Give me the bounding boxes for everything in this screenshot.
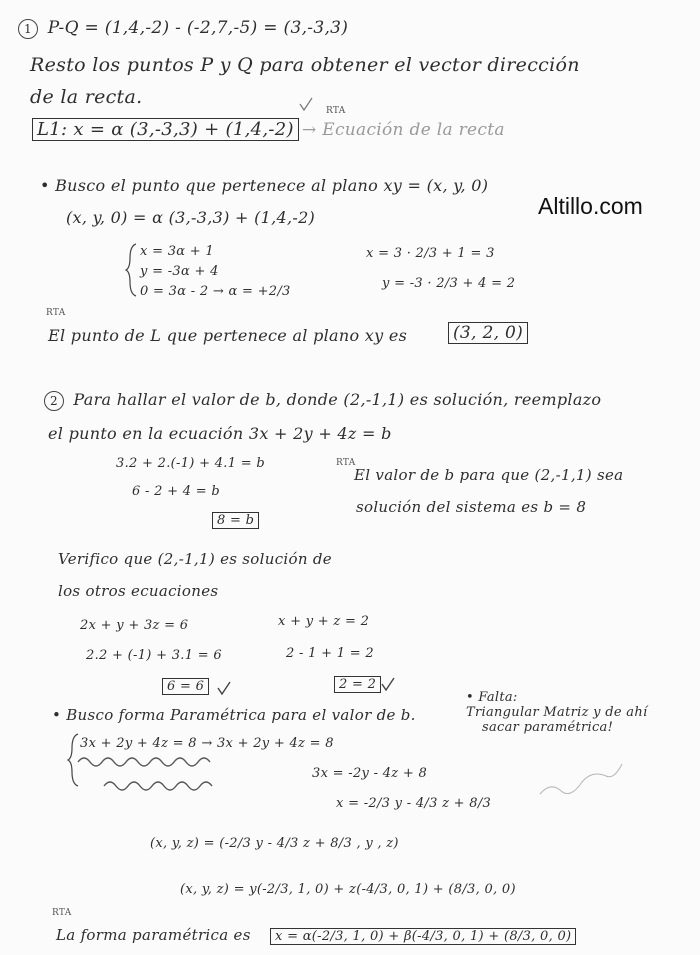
b-answer-text-1: El valor de b para que (2,-1,1) sea: [354, 466, 624, 484]
rta-label-1: RTA: [326, 106, 346, 116]
check-mark-2: [218, 682, 230, 694]
parametric-eq-5: (x, y, z) = y(-2/3, 1, 0) + z(-4/3, 0, 1) + (8/3, 0, 0): [180, 882, 516, 897]
margin-scribble: [540, 764, 622, 794]
check-mark-3: [382, 678, 394, 690]
equation-b: x + y + z = 2: [278, 614, 370, 629]
system-line-2: y = -3α + 4: [140, 264, 219, 279]
plane-text: • Busco el punto que pertenece al plano xy = (x, y, 0): [40, 176, 489, 195]
equation-a-result: 6 = 6: [162, 678, 209, 695]
parametric-brace: [68, 734, 78, 786]
vector-subtraction: P-Q = (1,4,-2) - (-2,7,-5) = (3,-3,3): [47, 18, 349, 38]
exercise-2-text-1: Para hallar el valor de b, donde (2,-1,1) es solución, reemplazo: [73, 390, 602, 409]
line-equation-note: → Ecuación de la recta: [302, 120, 505, 140]
final-answer-value: x = α(-2/3, 1, 0) + β(-4/3, 0, 1) + (8/3, 0, 0): [270, 928, 576, 945]
verify-text-1: Verifico que (2,-1,1) es solución de: [58, 550, 332, 568]
system-line-1: x = 3α + 1: [140, 244, 214, 259]
rta-label-4: RTA: [52, 908, 72, 918]
check-mark-1: [300, 98, 312, 110]
equation-b-result: 2 = 2: [334, 676, 381, 693]
system-line-3: 0 = 3α - 2 → α = +2/3: [140, 284, 291, 299]
solution-x: x = 3 · 2/3 + 1 = 3: [366, 246, 495, 261]
b-answer-text-2: solución del sistema es b = 8: [356, 498, 587, 516]
note-line-2: Triangular Matriz y de ahí: [466, 705, 648, 720]
exercise-2-number: 2: [44, 391, 64, 411]
parametric-text: • Busco forma Paramétrica para el valor de b.: [52, 706, 416, 724]
verify-text-2: los otros ecuaciones: [58, 582, 219, 600]
watermark-logo-text: Altillo.com: [538, 193, 643, 219]
note-line-1: • Falta:: [466, 690, 518, 705]
line-equation: L1: x = α (3,-3,3) + (1,4,-2): [32, 118, 299, 141]
calc-line-1: 3.2 + 2.(-1) + 4.1 = b: [116, 456, 265, 471]
exercise-2-text-2: el punto en la ecuación 3x + 2y + 4z = b: [48, 424, 392, 443]
answer-1-value: (3, 2, 0): [448, 322, 528, 344]
parametric-eq-2: 3x = -2y - 4z + 8: [312, 766, 428, 781]
equation-b-substitution: 2 - 1 + 1 = 2: [286, 646, 374, 661]
equation-a-substitution: 2.2 + (-1) + 3.1 = 6: [86, 648, 222, 663]
rta-label-2: RTA: [46, 308, 66, 318]
calc-line-2: 6 - 2 + 4 = b: [132, 484, 221, 499]
exercise-1-text-1: Resto los puntos P y Q para obtener el vector dirección: [30, 54, 580, 76]
plane-equation: (x, y, 0) = α (3,-3,3) + (1,4,-2): [66, 208, 316, 227]
solution-y: y = -3 · 2/3 + 4 = 2: [382, 276, 516, 291]
equation-a: 2x + y + 3z = 6: [80, 618, 189, 633]
note-line-3: sacar paramétrica!: [482, 720, 614, 735]
exercise-1-number: 1: [18, 19, 38, 39]
parametric-eq-4: (x, y, z) = (-2/3 y - 4/3 z + 8/3 , y , z): [150, 836, 399, 851]
calc-result: 8 = b: [212, 512, 259, 529]
scribble-row-1: [78, 758, 210, 766]
answer-1-text: El punto de L que pertenece al plano xy es: [48, 326, 408, 345]
parametric-eq-1: 3x + 2y + 4z = 8 → 3x + 2y + 4z = 8: [80, 736, 334, 751]
parametric-eq-3: x = -2/3 y - 4/3 z + 8/3: [336, 796, 492, 811]
system-brace: [126, 244, 136, 296]
rta-label-3: RTA: [336, 458, 356, 468]
final-answer-text: La forma paramétrica es: [56, 926, 251, 944]
exercise-1-text-2: de la recta.: [30, 86, 143, 108]
scribble-row-2: [104, 782, 212, 790]
